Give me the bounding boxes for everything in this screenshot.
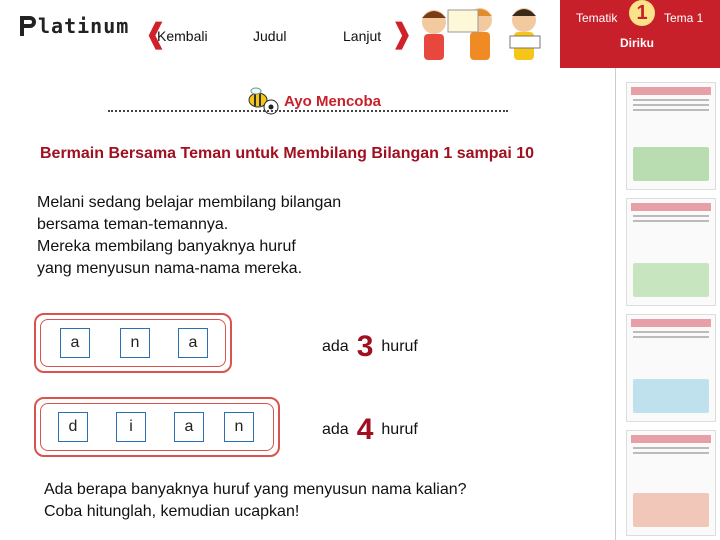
section-heading-text: Ayo Mencoba xyxy=(284,92,381,110)
question-text xyxy=(44,479,467,523)
dotted-divider xyxy=(108,110,508,112)
thumb-line xyxy=(633,336,709,338)
thumb-illustration xyxy=(633,493,709,527)
count-prefix: ada xyxy=(322,421,349,438)
thumb-header xyxy=(631,435,711,443)
thumb-illustration xyxy=(633,263,709,297)
question-line: Coba hitunglah, kemudian ucapkan! xyxy=(44,503,300,520)
header-bar xyxy=(0,0,720,68)
letter-tile: n xyxy=(224,412,254,442)
letter-tile: a xyxy=(174,412,204,442)
logo-text: latinum xyxy=(38,14,130,38)
count-number: 3 xyxy=(356,330,374,363)
letter-tile: i xyxy=(116,412,146,442)
tema-label: Tema 1 xyxy=(664,11,704,25)
page-title: Bermain Bersama Teman untuk Membilang Bilangan 1 sampai 10 xyxy=(40,145,535,162)
tematik-number-badge: 1 xyxy=(629,0,655,26)
page-thumbnail-strip[interactable] xyxy=(615,68,720,540)
thumb-header xyxy=(631,319,711,327)
intro-text xyxy=(37,192,417,280)
count-row-ana xyxy=(322,330,418,364)
thumb-line xyxy=(633,220,709,222)
letter-tile: a xyxy=(178,328,208,358)
platinum-logo xyxy=(18,14,129,38)
question-line: Ada berapa banyaknya huruf yang menyusun nama kalian? xyxy=(44,481,467,498)
thumb-header xyxy=(631,203,711,211)
page-thumbnail[interactable] xyxy=(626,82,716,190)
page-thumbnail[interactable] xyxy=(626,314,716,422)
thumb-line xyxy=(633,99,709,101)
theme-title: Diriku xyxy=(620,36,655,50)
page-thumbnail[interactable] xyxy=(626,430,716,536)
next-button[interactable]: Lanjut xyxy=(343,28,382,44)
thumb-illustration xyxy=(633,147,709,181)
count-suffix: huruf xyxy=(381,338,418,355)
title-button[interactable]: Judul xyxy=(253,28,287,44)
thumb-line xyxy=(633,452,709,454)
thumb-line xyxy=(633,215,709,217)
logo-p-icon xyxy=(18,14,36,38)
next-bracket-icon: ❱ xyxy=(390,18,414,49)
intro-line: Melani sedang belajar membilang bilangan xyxy=(37,194,342,211)
count-prefix: ada xyxy=(322,338,349,355)
thumb-line xyxy=(633,104,709,106)
thumb-line xyxy=(633,331,709,333)
thumb-header xyxy=(631,87,711,95)
name-box-ana xyxy=(34,313,232,373)
back-button[interactable]: Kembali xyxy=(157,28,208,44)
intro-line: Mereka membilang banyaknya huruf xyxy=(37,238,296,255)
name-box-dian xyxy=(34,397,280,457)
letter-tile: d xyxy=(58,412,88,442)
count-row-dian xyxy=(322,413,418,447)
count-suffix: huruf xyxy=(381,421,418,438)
letter-tile: n xyxy=(120,328,150,358)
letter-tile: a xyxy=(60,328,90,358)
page-thumbnail[interactable] xyxy=(626,198,716,306)
tematik-label: Tematik xyxy=(576,11,618,25)
back-bracket-icon: ❰ xyxy=(144,18,168,49)
intro-line: yang menyusun nama-nama mereka. xyxy=(37,260,303,277)
thumb-illustration xyxy=(633,379,709,413)
intro-line: bersama teman-temannya. xyxy=(37,216,229,233)
count-number: 4 xyxy=(356,413,374,446)
thumb-line xyxy=(633,447,709,449)
kids-illustration xyxy=(412,0,552,68)
thumb-line xyxy=(633,109,709,111)
